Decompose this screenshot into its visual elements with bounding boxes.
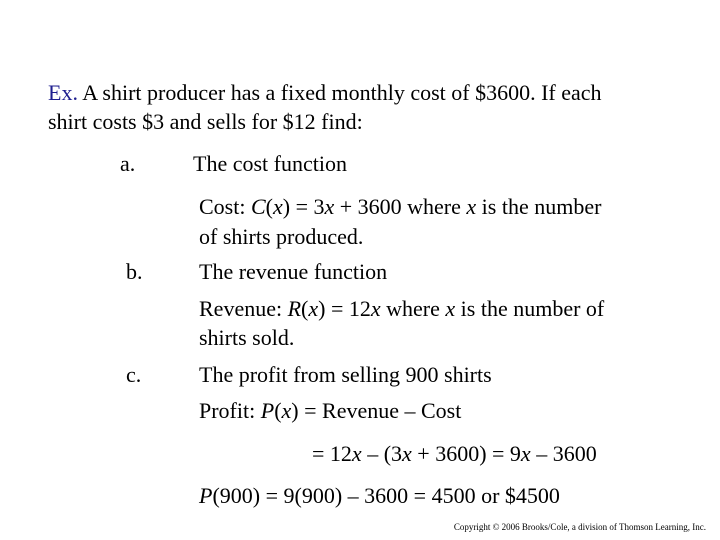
cost-text-2: ) = 3 [282, 194, 325, 219]
profit-function-line [199, 396, 461, 425]
revenue-function-line [199, 294, 604, 323]
result-fn-symbol: P [199, 483, 213, 508]
revenue-fn-symbol: R [287, 296, 302, 321]
expansion-text-3: + 3600) = 9 [411, 441, 521, 466]
cost-label: Cost: [199, 194, 251, 219]
revenue-var-3: x [445, 296, 456, 321]
part-b-prompt: The revenue function [199, 259, 388, 284]
example-label: Ex. [48, 80, 78, 105]
revenue-var-2: x [370, 296, 381, 321]
cost-text-4: is the number [476, 194, 602, 219]
cost-fn-symbol: C [250, 194, 266, 219]
copyright-notice: Copyright © 2006 Brooks/Cole, a division of Thomson Learning, Inc. [453, 522, 706, 532]
profit-text-1: ( [274, 398, 282, 423]
cost-function-line-2: of shirts produced. [199, 224, 364, 249]
revenue-var-1: x [308, 296, 319, 321]
profit-result-line [199, 481, 560, 510]
profit-text-2: ) = Revenue – Cost [291, 398, 462, 423]
cost-var-3: x [466, 194, 477, 219]
part-c-prompt: The profit from selling 900 shirts [199, 362, 492, 387]
part-c-letter: c. [126, 362, 142, 387]
profit-expansion-line [312, 439, 597, 468]
intro-line-2 [48, 107, 363, 136]
cost-text-3: + 3600 where [334, 194, 467, 219]
intro-text-1: A shirt producer has a fixed monthly cost of $3600. If each [77, 80, 602, 105]
cost-var-1: x [272, 194, 283, 219]
intro-line-1 [48, 78, 602, 107]
expansion-text-4: – 3600 [530, 441, 597, 466]
expansion-var-2: x [402, 441, 412, 466]
part-a-prompt: The cost function [193, 151, 347, 176]
profit-fn-symbol: P [260, 398, 275, 423]
revenue-function-line-2: shirts sold. [199, 325, 295, 350]
revenue-text-4: is the number of [455, 296, 605, 321]
revenue-label: Revenue: [199, 296, 288, 321]
part-b-letter: b. [126, 259, 143, 284]
revenue-text-2: ) = 12 [318, 296, 371, 321]
intro-text-2: shirt costs $3 and sells for $12 find: [48, 109, 363, 134]
cost-var-2: x [324, 194, 335, 219]
profit-label: Profit: [199, 398, 261, 423]
result-text: (900) = 9(900) – 3600 = 4500 or $4500 [212, 483, 560, 508]
expansion-var-3: x [520, 441, 531, 466]
expansion-var-1: x [351, 441, 362, 466]
revenue-text-1: ( [301, 296, 309, 321]
revenue-text-3: where [380, 296, 446, 321]
cost-text-1: ( [265, 194, 273, 219]
expansion-text-1: = 12 [312, 441, 352, 466]
part-a-letter: a. [120, 151, 136, 176]
cost-function-line [199, 192, 601, 221]
expansion-text-2: – (3 [361, 441, 403, 466]
profit-var-1: x [281, 398, 292, 423]
